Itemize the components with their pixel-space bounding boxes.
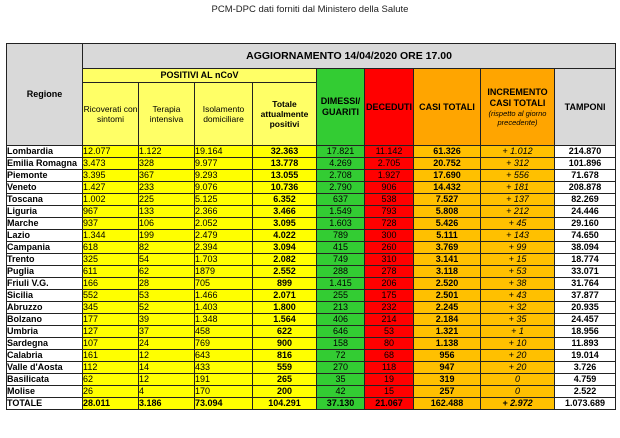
- cell-terapia: 54: [139, 254, 195, 266]
- cell-isolamento: 2.052: [195, 218, 253, 230]
- cell-regione: Marche: [7, 218, 83, 230]
- cell-incremento: + 10: [481, 338, 555, 350]
- cell-ricoverati: 28.011: [83, 398, 139, 410]
- cell-casi: 1.321: [414, 326, 481, 338]
- table-row: [7, 290, 616, 302]
- header-isolamento: Isolamento domiciliare: [195, 83, 253, 146]
- cell-regione: TOTALE: [7, 398, 83, 410]
- cell-casi: 5.111: [414, 230, 481, 242]
- cell-totale: 816: [253, 350, 317, 362]
- cell-totale: 622: [253, 326, 317, 338]
- cell-ricoverati: 967: [83, 206, 139, 218]
- cell-dimessi: 406: [317, 314, 365, 326]
- cell-totale: 559: [253, 362, 317, 374]
- cell-ricoverati: 345: [83, 302, 139, 314]
- cell-dimessi: 2.790: [317, 182, 365, 194]
- header-positivi: POSITIVI AL nCoV: [83, 69, 317, 83]
- cell-dimessi: 1.549: [317, 206, 365, 218]
- cell-regione: Calabria: [7, 350, 83, 362]
- cell-dimessi: 72: [317, 350, 365, 362]
- cell-regione: Bolzano: [7, 314, 83, 326]
- cell-ricoverati: 26: [83, 386, 139, 398]
- cell-tamponi: 18.956: [555, 326, 616, 338]
- cell-dimessi: 42: [317, 386, 365, 398]
- header-regione: Regione: [7, 44, 83, 146]
- cell-totale: 13.778: [253, 158, 317, 170]
- cell-isolamento: 1879: [195, 266, 253, 278]
- cell-terapia: 52: [139, 302, 195, 314]
- cell-tamponi: 214.870: [555, 146, 616, 158]
- cell-deceduti: 538: [365, 194, 414, 206]
- table-row: [7, 302, 616, 314]
- cell-ricoverati: 937: [83, 218, 139, 230]
- cell-terapia: 39: [139, 314, 195, 326]
- table-row: [7, 242, 616, 254]
- cell-dimessi: 2.708: [317, 170, 365, 182]
- table-row: [7, 278, 616, 290]
- cell-deceduti: 11.142: [365, 146, 414, 158]
- cell-deceduti: 728: [365, 218, 414, 230]
- cell-casi: 7.527: [414, 194, 481, 206]
- cell-incremento: + 143: [481, 230, 555, 242]
- table-row: [7, 182, 616, 194]
- header-update: AGGIORNAMENTO 14/04/2020 ORE 17.00: [83, 44, 616, 69]
- table-row: [7, 230, 616, 242]
- cell-isolamento: 2.394: [195, 242, 253, 254]
- cell-isolamento: 1.466: [195, 290, 253, 302]
- cell-incremento: + 99: [481, 242, 555, 254]
- cell-deceduti: 214: [365, 314, 414, 326]
- cell-deceduti: 310: [365, 254, 414, 266]
- cell-regione: Friuli V.G.: [7, 278, 83, 290]
- cell-casi: 61.326: [414, 146, 481, 158]
- cell-ricoverati: 1.344: [83, 230, 139, 242]
- cell-isolamento: 2.366: [195, 206, 253, 218]
- cell-regione: Lombardia: [7, 146, 83, 158]
- cell-incremento: + 1: [481, 326, 555, 338]
- cell-dimessi: 646: [317, 326, 365, 338]
- cell-dimessi: 213: [317, 302, 365, 314]
- cell-deceduti: 53: [365, 326, 414, 338]
- cell-isolamento: 1.348: [195, 314, 253, 326]
- cell-terapia: 12: [139, 374, 195, 386]
- cell-tamponi: 18.774: [555, 254, 616, 266]
- cell-incremento: + 43: [481, 290, 555, 302]
- cell-dimessi: 158: [317, 338, 365, 350]
- cell-incremento: + 20: [481, 362, 555, 374]
- cell-isolamento: 433: [195, 362, 253, 374]
- cell-terapia: 106: [139, 218, 195, 230]
- covid-regional-table: [6, 43, 616, 410]
- cell-isolamento: 643: [195, 350, 253, 362]
- table-row: [7, 350, 616, 362]
- cell-incremento: 0: [481, 374, 555, 386]
- cell-incremento: + 2.972: [481, 398, 555, 410]
- cell-regione: Trento: [7, 254, 83, 266]
- table-row: [7, 206, 616, 218]
- cell-deceduti: 21.067: [365, 398, 414, 410]
- cell-tamponi: 33.071: [555, 266, 616, 278]
- cell-incremento: + 32: [481, 302, 555, 314]
- cell-ricoverati: 161: [83, 350, 139, 362]
- cell-totale: 2.071: [253, 290, 317, 302]
- cell-casi: 5.426: [414, 218, 481, 230]
- cell-totale: 200: [253, 386, 317, 398]
- cell-tamponi: 24.457: [555, 314, 616, 326]
- cell-totale: 32.363: [253, 146, 317, 158]
- cell-tamponi: 31.764: [555, 278, 616, 290]
- cell-terapia: 1.122: [139, 146, 195, 158]
- cell-ricoverati: 177: [83, 314, 139, 326]
- cell-ricoverati: 12.077: [83, 146, 139, 158]
- cell-deceduti: 80: [365, 338, 414, 350]
- cell-regione: Umbria: [7, 326, 83, 338]
- cell-tamponi: 208.878: [555, 182, 616, 194]
- table-row: [7, 266, 616, 278]
- cell-dimessi: 17.821: [317, 146, 365, 158]
- cell-regione: Molise: [7, 386, 83, 398]
- cell-deceduti: 260: [365, 242, 414, 254]
- cell-tamponi: 1.073.689: [555, 398, 616, 410]
- cell-isolamento: 73.094: [195, 398, 253, 410]
- cell-regione: Basilicata: [7, 374, 83, 386]
- cell-totale: 899: [253, 278, 317, 290]
- cell-deceduti: 68: [365, 350, 414, 362]
- cell-terapia: 133: [139, 206, 195, 218]
- cell-incremento: + 181: [481, 182, 555, 194]
- cell-deceduti: 793: [365, 206, 414, 218]
- cell-totale: 2.552: [253, 266, 317, 278]
- cell-casi: 947: [414, 362, 481, 374]
- cell-terapia: 37: [139, 326, 195, 338]
- cell-incremento: + 312: [481, 158, 555, 170]
- cell-casi: 17.690: [414, 170, 481, 182]
- cell-terapia: 233: [139, 182, 195, 194]
- cell-tamponi: 4.759: [555, 374, 616, 386]
- cell-ricoverati: 1.427: [83, 182, 139, 194]
- cell-dimessi: 1.415: [317, 278, 365, 290]
- cell-casi: 2.245: [414, 302, 481, 314]
- cell-ricoverati: 112: [83, 362, 139, 374]
- cell-dimessi: 789: [317, 230, 365, 242]
- cell-dimessi: 288: [317, 266, 365, 278]
- cell-terapia: 62: [139, 266, 195, 278]
- cell-regione: Valle d'Aosta: [7, 362, 83, 374]
- header-totale-positivi: Totale attualmente positivi: [253, 83, 317, 146]
- cell-ricoverati: 3.395: [83, 170, 139, 182]
- cell-dimessi: 255: [317, 290, 365, 302]
- cell-casi: 20.752: [414, 158, 481, 170]
- cell-tamponi: 11.893: [555, 338, 616, 350]
- cell-totale: 2.082: [253, 254, 317, 266]
- cell-regione: Veneto: [7, 182, 83, 194]
- cell-terapia: 367: [139, 170, 195, 182]
- cell-incremento: + 137: [481, 194, 555, 206]
- cell-totale: 104.291: [253, 398, 317, 410]
- cell-ricoverati: 166: [83, 278, 139, 290]
- cell-regione: Abruzzo: [7, 302, 83, 314]
- cell-incremento: + 45: [481, 218, 555, 230]
- cell-totale: 265: [253, 374, 317, 386]
- cell-casi: 319: [414, 374, 481, 386]
- cell-regione: Emilia Romagna: [7, 158, 83, 170]
- cell-deceduti: 300: [365, 230, 414, 242]
- header-ricoverati: Ricoverati con sintomi: [83, 83, 139, 146]
- table-row: [7, 326, 616, 338]
- cell-tamponi: 71.678: [555, 170, 616, 182]
- cell-ricoverati: 3.473: [83, 158, 139, 170]
- cell-casi: 3.141: [414, 254, 481, 266]
- cell-regione: Liguria: [7, 206, 83, 218]
- cell-regione: Sicilia: [7, 290, 83, 302]
- header-casi-totali: CASI TOTALI: [414, 69, 481, 146]
- cell-terapia: 328: [139, 158, 195, 170]
- cell-tamponi: 29.160: [555, 218, 616, 230]
- cell-terapia: 12: [139, 350, 195, 362]
- cell-ricoverati: 1.002: [83, 194, 139, 206]
- cell-deceduti: 15: [365, 386, 414, 398]
- cell-regione: Piemonte: [7, 170, 83, 182]
- cell-totale: 3.095: [253, 218, 317, 230]
- cell-casi: 1.138: [414, 338, 481, 350]
- table-row: [7, 374, 616, 386]
- cell-deceduti: 278: [365, 266, 414, 278]
- cell-deceduti: 206: [365, 278, 414, 290]
- cell-isolamento: 1.403: [195, 302, 253, 314]
- cell-casi: 2.520: [414, 278, 481, 290]
- cell-incremento: + 1.012: [481, 146, 555, 158]
- table-row: [7, 362, 616, 374]
- cell-totale: 6.352: [253, 194, 317, 206]
- cell-regione: Sardegna: [7, 338, 83, 350]
- cell-isolamento: 5.125: [195, 194, 253, 206]
- cell-regione: Lazio: [7, 230, 83, 242]
- table-row: [7, 338, 616, 350]
- cell-incremento: + 38: [481, 278, 555, 290]
- cell-casi: 2.501: [414, 290, 481, 302]
- cell-tamponi: 2.522: [555, 386, 616, 398]
- cell-tamponi: 38.094: [555, 242, 616, 254]
- cell-casi: 3.769: [414, 242, 481, 254]
- cell-terapia: 82: [139, 242, 195, 254]
- table-row: [7, 194, 616, 206]
- cell-terapia: 53: [139, 290, 195, 302]
- cell-deceduti: 175: [365, 290, 414, 302]
- table-row: [7, 146, 616, 158]
- cell-isolamento: 9.977: [195, 158, 253, 170]
- cell-regione: Campania: [7, 242, 83, 254]
- cell-ricoverati: 611: [83, 266, 139, 278]
- cell-terapia: 28: [139, 278, 195, 290]
- cell-ricoverati: 127: [83, 326, 139, 338]
- cell-totale: 13.055: [253, 170, 317, 182]
- cell-totale: 4.022: [253, 230, 317, 242]
- cell-tamponi: 3.726: [555, 362, 616, 374]
- cell-casi: 14.432: [414, 182, 481, 194]
- cell-deceduti: 118: [365, 362, 414, 374]
- cell-ricoverati: 107: [83, 338, 139, 350]
- cell-isolamento: 9.076: [195, 182, 253, 194]
- table-row: [7, 158, 616, 170]
- cell-incremento: + 15: [481, 254, 555, 266]
- cell-terapia: 14: [139, 362, 195, 374]
- cell-dimessi: 270: [317, 362, 365, 374]
- cell-dimessi: 749: [317, 254, 365, 266]
- cell-isolamento: 9.293: [195, 170, 253, 182]
- cell-isolamento: 170: [195, 386, 253, 398]
- cell-dimessi: 1.603: [317, 218, 365, 230]
- cell-terapia: 4: [139, 386, 195, 398]
- cell-tamponi: 20.935: [555, 302, 616, 314]
- cell-isolamento: 769: [195, 338, 253, 350]
- cell-isolamento: 19.164: [195, 146, 253, 158]
- header-dimessi: DIMESSI/ GUARITI: [317, 69, 365, 146]
- page-caption: PCM-DPC dati forniti dal Ministero della Salute: [211, 4, 409, 15]
- cell-tamponi: 74.650: [555, 230, 616, 242]
- cell-terapia: 24: [139, 338, 195, 350]
- cell-totale: 1.800: [253, 302, 317, 314]
- cell-deceduti: 2.705: [365, 158, 414, 170]
- cell-totale: 1.564: [253, 314, 317, 326]
- cell-deceduti: 906: [365, 182, 414, 194]
- table-row: [7, 170, 616, 182]
- cell-regione: Toscana: [7, 194, 83, 206]
- cell-isolamento: 705: [195, 278, 253, 290]
- header-incremento-note: (rispetto al giorno precedente): [488, 109, 547, 127]
- cell-regione: Puglia: [7, 266, 83, 278]
- cell-deceduti: 232: [365, 302, 414, 314]
- cell-terapia: 3.186: [139, 398, 195, 410]
- total-row: [7, 398, 616, 410]
- table-row: [7, 314, 616, 326]
- cell-isolamento: 2.479: [195, 230, 253, 242]
- cell-casi: 2.184: [414, 314, 481, 326]
- cell-totale: 900: [253, 338, 317, 350]
- header-tamponi: TAMPONI: [555, 69, 616, 146]
- cell-incremento: 0: [481, 386, 555, 398]
- cell-ricoverati: 62: [83, 374, 139, 386]
- cell-incremento: + 212: [481, 206, 555, 218]
- header-incremento-label: INCREMENTO CASI TOTALI: [487, 87, 548, 108]
- cell-terapia: 199: [139, 230, 195, 242]
- cell-incremento: + 20: [481, 350, 555, 362]
- cell-terapia: 225: [139, 194, 195, 206]
- cell-tamponi: 82.269: [555, 194, 616, 206]
- cell-ricoverati: 618: [83, 242, 139, 254]
- header-terapia: Terapia intensiva: [139, 83, 195, 146]
- cell-isolamento: 1.703: [195, 254, 253, 266]
- table-row: [7, 386, 616, 398]
- cell-totale: 3.466: [253, 206, 317, 218]
- cell-ricoverati: 552: [83, 290, 139, 302]
- cell-tamponi: 19.014: [555, 350, 616, 362]
- cell-deceduti: 19: [365, 374, 414, 386]
- cell-dimessi: 637: [317, 194, 365, 206]
- cell-dimessi: 35: [317, 374, 365, 386]
- cell-incremento: + 35: [481, 314, 555, 326]
- cell-totale: 3.094: [253, 242, 317, 254]
- cell-casi: 956: [414, 350, 481, 362]
- cell-incremento: + 556: [481, 170, 555, 182]
- table-row: [7, 254, 616, 266]
- cell-tamponi: 37.877: [555, 290, 616, 302]
- cell-casi: 257: [414, 386, 481, 398]
- cell-dimessi: 37.130: [317, 398, 365, 410]
- cell-dimessi: 4.269: [317, 158, 365, 170]
- cell-casi: 162.488: [414, 398, 481, 410]
- cell-tamponi: 101.896: [555, 158, 616, 170]
- cell-casi: 5.808: [414, 206, 481, 218]
- cell-incremento: + 53: [481, 266, 555, 278]
- cell-isolamento: 191: [195, 374, 253, 386]
- header-deceduti: DECEDUTI: [365, 69, 414, 146]
- cell-totale: 10.736: [253, 182, 317, 194]
- cell-tamponi: 24.446: [555, 206, 616, 218]
- header-incremento: [481, 69, 555, 146]
- cell-deceduti: 1.927: [365, 170, 414, 182]
- cell-dimessi: 415: [317, 242, 365, 254]
- cell-ricoverati: 325: [83, 254, 139, 266]
- table-row: [7, 218, 616, 230]
- cell-casi: 3.118: [414, 266, 481, 278]
- cell-isolamento: 458: [195, 326, 253, 338]
